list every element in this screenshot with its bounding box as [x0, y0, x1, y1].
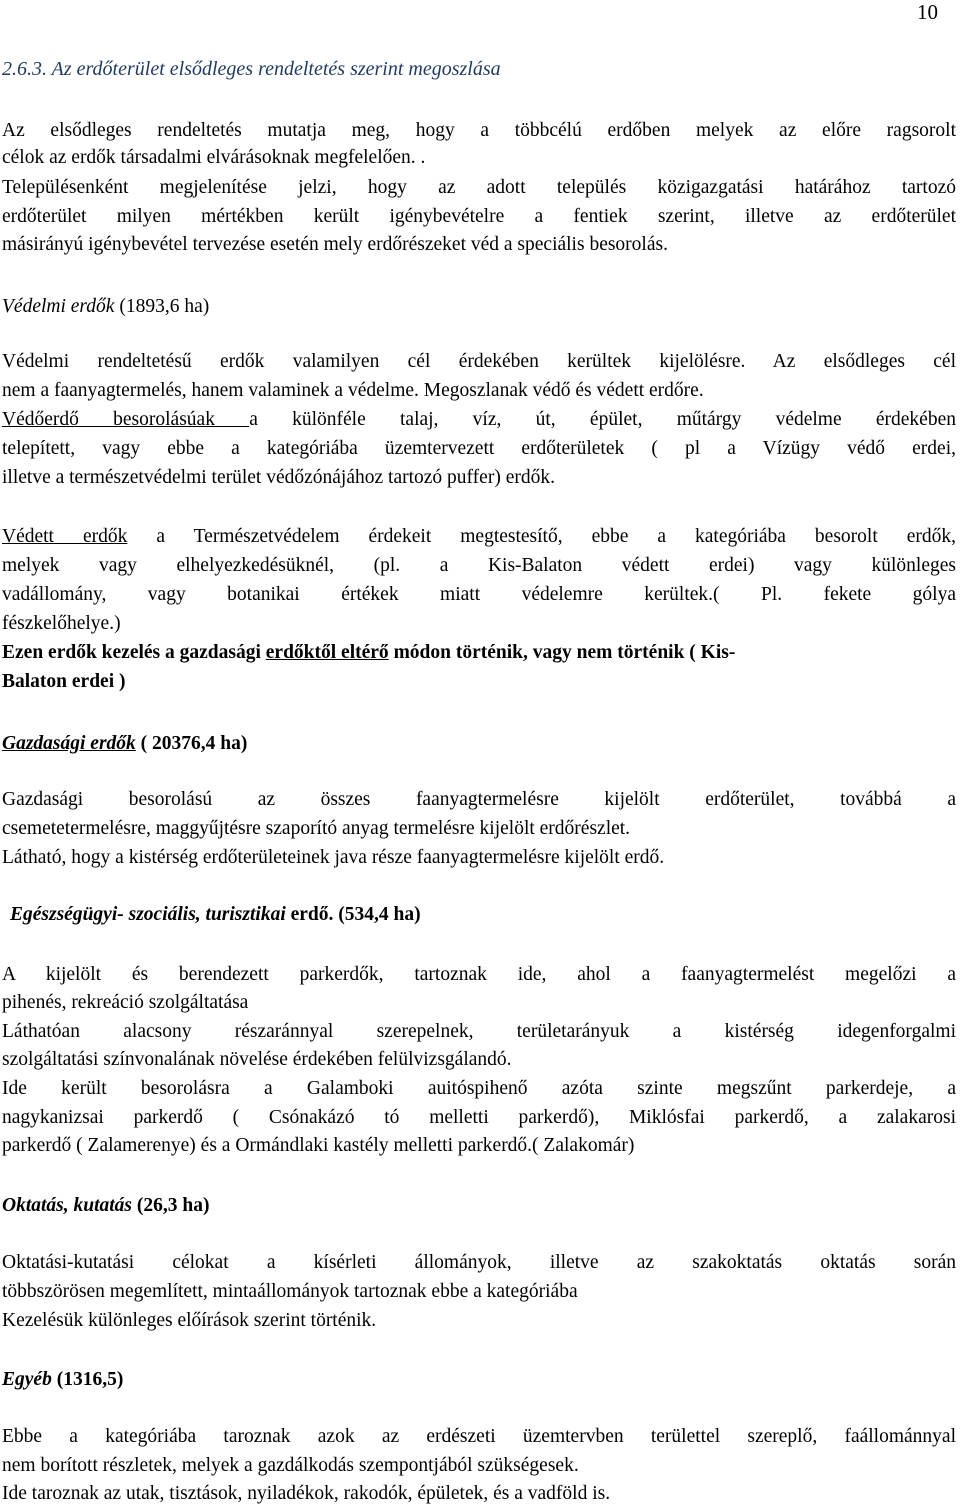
egyeb-area: (1316,5): [51, 1369, 124, 1390]
egeszsegugyi-line-2: pihenés, rekreáció szolgáltatása: [2, 992, 249, 1013]
egeszsegugyi-line-6: nagykanizsai parkerdő ( Csónakázó tó melletti parkerdő), Miklósfai parkerdő, a zalakarosi: [2, 1107, 956, 1128]
egyeb-line-3: Ide taroznak az utak, tisztások, nyiladékok, rakodók, épületek, és a vadföld is.: [2, 1483, 611, 1504]
egeszsegugyi-heading: [10, 902, 956, 928]
section-heading: [2, 56, 956, 82]
gazdasagi-area: ( 20376,4 ha): [140, 733, 248, 754]
vedelmi-line-1: Védelmi rendeltetésű erdők valamilyen cél érdekében kerültek kijelölésre. Az elsődleges cél: [2, 351, 956, 372]
vedelmi-line-6-rest: a Természetvédelem érdekeit megtestesítő, ebbe a kategóriába besorolt erdők,: [127, 526, 956, 547]
vedelmi-heading: [2, 294, 956, 320]
gazdasagi-title: Gazdasági erdők: [2, 733, 136, 754]
vedelmi-line-2: nem a faanyagtermelés, hanem valaminek a védelme. Megoszlanak védő és védett erdőre.: [2, 380, 704, 401]
vedelmi-area: (1893,6 ha): [119, 296, 210, 317]
vedelmi-bold-c: módon történik, vagy nem történik ( Kis-: [388, 642, 736, 663]
section-title: Az erdőterület elsődleges rendeltetés szerint megoszlása: [51, 58, 501, 80]
egeszsegugyi-line-3: Láthatóan alacsony részaránnyal szerepelnek, területarányuk a kistérség idegenforgalmi: [2, 1021, 956, 1042]
intro-line-1: Az elsődleges rendeltetés mutatja meg, hogy a többcélú erdőben melyek az előre ragsorolt: [2, 120, 956, 141]
page-number: 10: [917, 0, 938, 24]
oktatas-line-2: többszörösen megemlített, mintaállományok tartoznak ebbe a kategóriába: [2, 1281, 578, 1302]
vedelmi-line-4: telepített, vagy ebbe a kategóriába üzemtervezett erdőterületek ( pl a Vízügy védő erdei,: [2, 438, 956, 459]
egeszsegugyi-title-rest: erdő. (534,4 ha): [285, 904, 421, 925]
vedett-term: Védett erdők: [2, 526, 128, 547]
oktatas-title: Oktatás, kutatás: [2, 1195, 133, 1216]
intro-line-2: célok az erdők társadalmi elvárásoknak megfelelően. .: [2, 147, 426, 168]
vedelmi-line-3: [2, 407, 956, 433]
intro-line-5: másirányú igénybevétel tervezése esetén mely erdőrészeket véd a speciális besorolás.: [2, 234, 668, 255]
vedelmi-line-8: vadállomány, vagy botanikai értékek miatt védelemre kerültek.( Pl. fekete gólya: [2, 584, 956, 605]
egyeb-title: Egyéb: [2, 1369, 52, 1390]
vedelmi-line-3-rest: a különféle talaj, víz, út, épület, műtárgy védelme érdekében: [249, 409, 956, 430]
egyeb-line-2: nem borított részletek, melyek a gazdálkodás szempontjából szükségesek.: [2, 1455, 579, 1476]
oktatas-line-3: Kezelésük különleges előírások szerint történik.: [2, 1310, 377, 1331]
egyeb-heading: [2, 1367, 956, 1393]
gazdasagi-line-2: csemetetermelésre, maggyűjtésre szaporító anyag termelésre kijelölt erdőrészlet.: [2, 818, 631, 839]
oktatas-area: (26,3 ha): [132, 1195, 210, 1216]
vedelmi-line-5: illetve a természetvédelmi terület védőzónájához tartozó puffer) erdők.: [2, 467, 555, 488]
vedelmi-bold-a: Ezen erdők kezelés a gazdasági: [2, 642, 266, 663]
vedelmi-line-6: [2, 524, 956, 550]
intro-line-3: Településenként megjelenítése jelzi, hogy az adott település közigazgatási határához tartozó: [2, 177, 956, 198]
intro-line-4: erdőterület milyen mértékben került igénybevételre a fentiek szerint, illetve az erdőterület: [2, 206, 956, 227]
egeszsegugyi-line-1: A kijelölt és berendezett parkerdők, tartoznak ide, ahol a faanyagtermelést megelőzi a: [2, 964, 956, 985]
vedelmi-bold-b: erdőktől eltérő: [265, 642, 389, 663]
vedelmi-title: Védelmi erdők: [2, 296, 115, 317]
egyeb-line-1: Ebbe a kategóriába taroznak azok az erdészeti üzemtervben területtel szereplő, faállománnyal: [2, 1426, 956, 1447]
vedelmi-bold-line-2: Balaton erdei ): [2, 671, 126, 692]
oktatas-line-1: Oktatási-kutatási célokat a kísérleti állományok, illetve az szakoktatás oktatás során: [2, 1252, 956, 1273]
gazdasagi-line-1: Gazdasági besorolású az összes faanyagtermelésre kijelölt erdőterület, továbbá a: [2, 789, 956, 810]
egeszsegugyi-line-4: szolgáltatási színvonalának növelése érdekében felülvizsgálandó.: [2, 1049, 512, 1070]
vedoerdo-term: Védőerdő besorolásúak: [2, 409, 250, 430]
oktatas-heading: [2, 1193, 956, 1219]
egeszsegugyi-line-5: Ide került besorolásra a Galamboki auitóspihenő azóta szinte megszűnt parkerdeje, a: [2, 1078, 956, 1099]
vedelmi-line-9: fészkelőhelye.): [2, 613, 121, 634]
vedelmi-line-7: melyek vagy elhelyezkedésüknél, (pl. a Kis-Balaton védett erdei) vagy különleges: [2, 555, 956, 576]
section-number: 2.6.3.: [2, 58, 47, 80]
vedelmi-bold-line-1: [2, 640, 956, 666]
gazdasagi-line-3: Látható, hogy a kistérség erdőterületeinek java része faanyagtermelésre kijelölt erdő.: [2, 847, 665, 868]
egeszsegugyi-title: Egészségügyi- szociális, turisztikai: [10, 904, 286, 925]
gazdasagi-heading: [2, 731, 956, 757]
egeszsegugyi-line-7: parkerdő ( Zalamerenye) és a Ormándlaki kastély melletti parkerdő.( Zalakomár): [2, 1135, 635, 1156]
